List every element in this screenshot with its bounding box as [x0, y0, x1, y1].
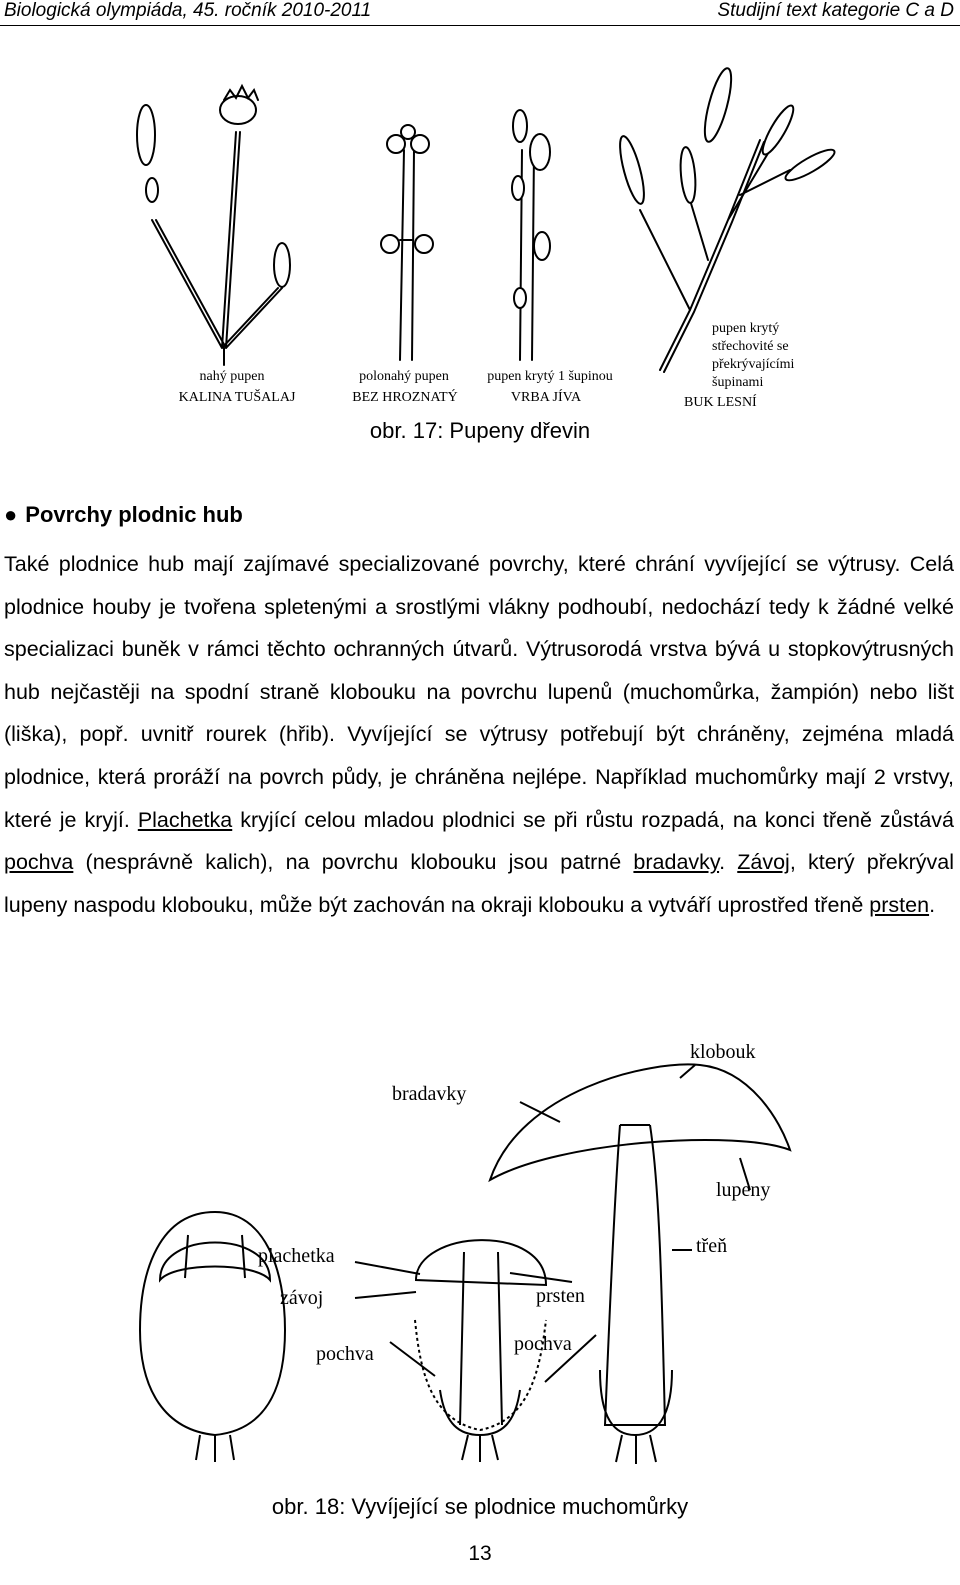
text-run: , který překrýval lupeny naspodu klobouku, může být zachován na okraji klobouku a vytváří uprostřed třeně [4, 850, 954, 917]
bez-desc-label: polonahý pupen [359, 369, 449, 384]
buk-desc-line-4: šupinami [712, 375, 764, 390]
text-run: (nesprávně kalich), na povrchu klobouku jsou patrné [73, 850, 634, 875]
figure-17-illustration [0, 60, 960, 410]
term-prsten: prsten [869, 892, 930, 917]
buk-name-label: BUK LESNÍ [684, 395, 757, 410]
label-tren: třeň [696, 1235, 728, 1257]
label-prsten: prsten [536, 1285, 585, 1307]
kalina-name-label: KALINA TUŠALAJ [178, 390, 296, 405]
text-run: . [719, 850, 738, 875]
vrba-desc-label: pupen krytý 1 šupinou [487, 369, 613, 384]
kalina-desc-label: nahý pupen [199, 369, 265, 384]
text-run: kryjící celou mladou plodnici se při růstu rozpadá, na konci třeně zůstává [232, 807, 954, 832]
figure-18-mushroom [0, 1030, 960, 1470]
buk-desc-line-3: překrývajícími [712, 357, 795, 372]
body-paragraph [4, 543, 954, 926]
buk-desc-line-1: pupen krytý [712, 321, 780, 336]
vrba-twig-drawing [512, 110, 550, 360]
section-heading-text: Povrchy plodnic hub [25, 502, 243, 527]
bez-name-label: BEZ HROZNATÝ [352, 390, 458, 405]
figure-18-caption: obr. 18: Vyvíjející se plodnice muchomůrky [271, 1494, 689, 1519]
kalina-twig-drawing [137, 86, 290, 365]
vrba-name-label: VRBA JÍVA [510, 390, 582, 405]
bullet-icon: ● [4, 502, 18, 527]
text-run: Také plodnice hub mají zajímavé specializované povrchy, které chrání vyvíjející se výtrusy. Celá plodnice houby je tvořena spletenými a srostlými vlákny podhoubí, nedochází tedy k žádné velké specializaci buněk v rámci těchto ochranných útvarů. Výtrusorodá vrstva bývá u stopkovýtrusných hub nejčastěji na spodní straně klobouku na povrchu lupenů (muchomůrka, žampión) nebo lišt (liška), popř. uvnitř rourek (hřib). Vyvíjející se výtrusy potřebují být chráněny, zejména mladá plodnice, která proráží na povrch půdy, je chráněna nejlépe. Například muchomůrky mají 2 vrstvy, které je kryjí. [4, 552, 954, 832]
section-heading [4, 502, 243, 528]
header-divider [0, 25, 960, 26]
term-pochva: pochva [4, 850, 74, 875]
label-zavoj: závoj [280, 1287, 324, 1309]
label-klobouk: klobouk [690, 1041, 756, 1063]
figure-17-buds [0, 60, 960, 410]
label-lupeny: lupeny [716, 1179, 771, 1201]
figure-18-illustration [0, 1030, 960, 1470]
term-zavoj: Závoj [737, 850, 790, 875]
label-pochva-left: pochva [316, 1343, 374, 1365]
label-plachetka: plachetka [258, 1245, 335, 1267]
bez-twig-drawing [381, 125, 433, 360]
label-bradavky: bradavky [392, 1083, 467, 1105]
buk-desc-line-2: střechovité se [712, 339, 789, 354]
figure-17-caption: obr. 17: Pupeny dřevin [369, 418, 591, 443]
header-right: Studijní text kategorie C a D [717, 0, 954, 21]
header-left: Biologická olympiáda, 45. ročník 2010-2011 [4, 0, 372, 21]
text-run: . [929, 892, 936, 917]
term-plachetka: Plachetka [137, 807, 233, 832]
page-number: 13 [468, 1542, 492, 1565]
term-bradavky: bradavky [633, 850, 720, 875]
label-pochva-right: pochva [514, 1333, 572, 1355]
